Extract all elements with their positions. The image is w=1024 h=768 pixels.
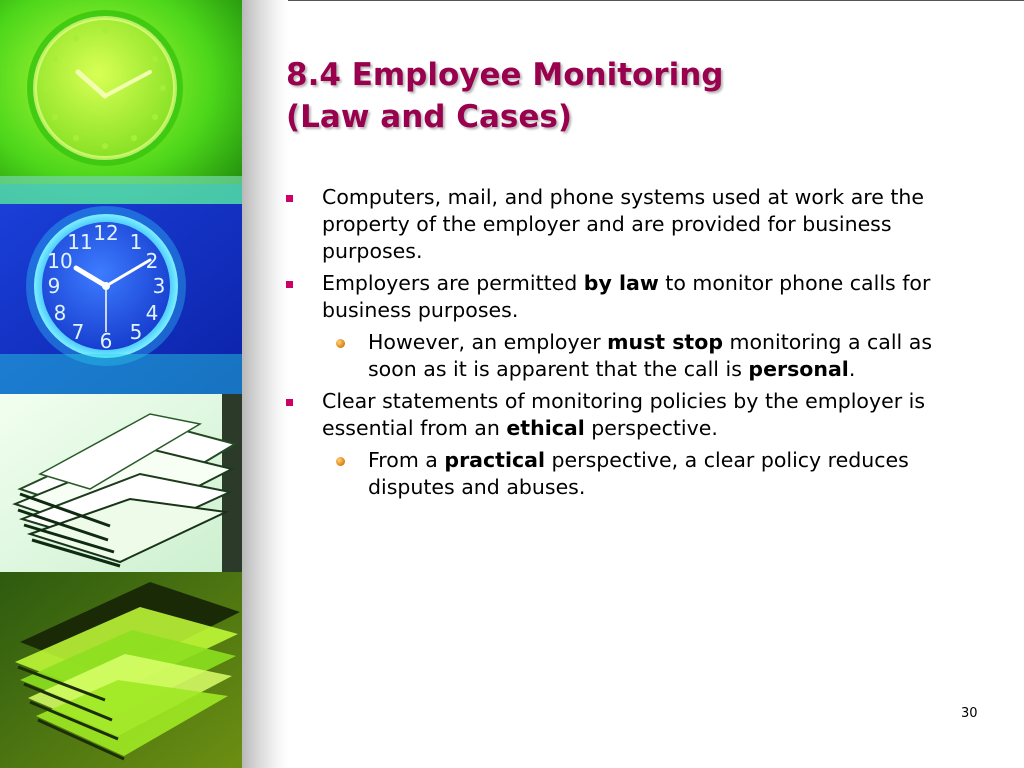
svg-text:11: 11 xyxy=(67,230,93,254)
svg-text:9: 9 xyxy=(47,274,61,298)
page-number: 30 xyxy=(961,706,978,721)
svg-text:7: 7 xyxy=(71,320,85,344)
slide-title-line-2: (Law and Cases) xyxy=(286,99,573,135)
papers-stack-image xyxy=(0,394,242,572)
bullet-item xyxy=(286,270,986,324)
sub-bullet-text: From a practical perspective, a clear policy reduces disputes and abuses. xyxy=(368,448,909,499)
green-clock-image xyxy=(0,0,242,204)
bullet-item xyxy=(286,184,986,265)
svg-text:2: 2 xyxy=(145,249,159,273)
top-rule xyxy=(240,0,1024,1)
strip-shadow xyxy=(242,0,288,768)
svg-text:8: 8 xyxy=(53,301,67,325)
square-bullet-icon xyxy=(286,399,293,406)
bullet-item xyxy=(286,388,986,442)
image-strip xyxy=(0,0,242,768)
svg-text:1: 1 xyxy=(129,230,143,254)
svg-text:4: 4 xyxy=(145,301,159,325)
square-bullet-icon xyxy=(286,281,293,288)
sub-bullet-text: However, an employer must stop monitoring a call as soon as it is apparent that the call is personal. xyxy=(368,330,933,381)
bullet-list xyxy=(286,184,986,506)
square-bullet-icon xyxy=(286,195,293,202)
bullet-text: Computers, mail, and phone systems used at work are the property of the employer and are provided for business purposes. xyxy=(322,185,925,263)
round-bullet-icon xyxy=(336,457,345,466)
svg-text:6: 6 xyxy=(99,329,113,353)
sub-bullet-item xyxy=(286,447,986,501)
bullet-text: Clear statements of monitoring policies by the employer is essential from an ethical perspective. xyxy=(322,389,926,440)
svg-text:3: 3 xyxy=(152,274,166,298)
blue-clock-image xyxy=(0,204,242,394)
bullet-text: Employers are permitted by law to monitor phone calls for business purposes. xyxy=(322,271,931,322)
sub-bullet-item xyxy=(286,329,986,383)
round-bullet-icon xyxy=(336,339,345,348)
svg-text:12: 12 xyxy=(93,221,119,245)
svg-text:10: 10 xyxy=(47,249,73,273)
slide-title-line-1: 8.4 Employee Monitoring xyxy=(286,57,724,93)
green-books-image xyxy=(0,572,242,768)
svg-text:5: 5 xyxy=(129,320,143,344)
slide-title xyxy=(286,54,723,138)
